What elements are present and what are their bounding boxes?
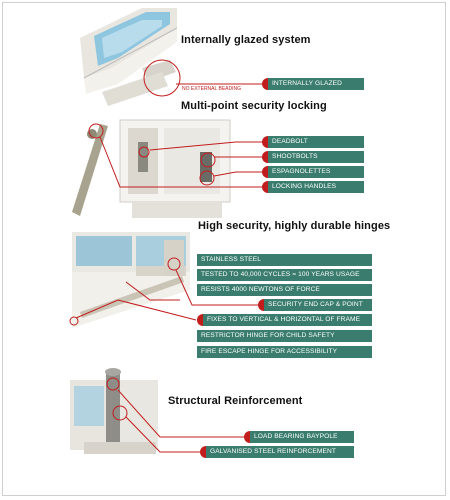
reinforcement-heading: Structural Reinforcement bbox=[168, 395, 303, 407]
hinges-heading: High security, highly durable hinges bbox=[198, 220, 391, 232]
hinges-photo bbox=[72, 232, 190, 328]
label-resists-force: RESISTS 4000 NEWTONS OF FORCE bbox=[197, 284, 372, 296]
label-fire-escape-hinge: FIRE ESCAPE HINGE FOR ACCESSIBILITY bbox=[197, 346, 372, 358]
label-shootbolts: SHOOTBOLTS bbox=[268, 151, 364, 163]
label-deadbolt: DEADBOLT bbox=[268, 136, 364, 148]
label-security-end-cap: SECURITY END CAP & POINT bbox=[264, 299, 372, 311]
label-stainless-steel: STAINLESS STEEL bbox=[197, 254, 372, 266]
glazing-photo bbox=[72, 8, 177, 106]
label-galvanised-steel: GALVANISED STEEL REINFORCEMENT bbox=[206, 446, 354, 458]
label-internally-glazed: INTERNALLY GLAZED bbox=[268, 78, 364, 90]
locking-photo bbox=[62, 112, 262, 222]
glazing-heading: Internally glazed system bbox=[181, 34, 311, 46]
reinforcement-photo bbox=[70, 366, 160, 458]
label-restrictor-hinge: RESTRICTOR HINGE FOR CHILD SAFETY bbox=[197, 330, 372, 342]
no-external-beading-note: NO EXTERNAL BEADING bbox=[182, 86, 241, 92]
label-tested-cycles: TESTED TO 40,000 CYCLES = 100 YEARS USAGE bbox=[197, 269, 372, 281]
locking-heading: Multi-point security locking bbox=[181, 100, 327, 112]
label-fixes-to-frame: FIXES TO VERTICAL & HORIZONTAL OF FRAME bbox=[203, 314, 372, 326]
label-load-bearing-baypole: LOAD BEARING BAYPOLE bbox=[250, 431, 354, 443]
brochure-frame bbox=[2, 2, 446, 496]
label-locking-handles: LOCKING HANDLES bbox=[268, 181, 364, 193]
label-espagnolettes: ESPAGNOLETTES bbox=[268, 166, 364, 178]
